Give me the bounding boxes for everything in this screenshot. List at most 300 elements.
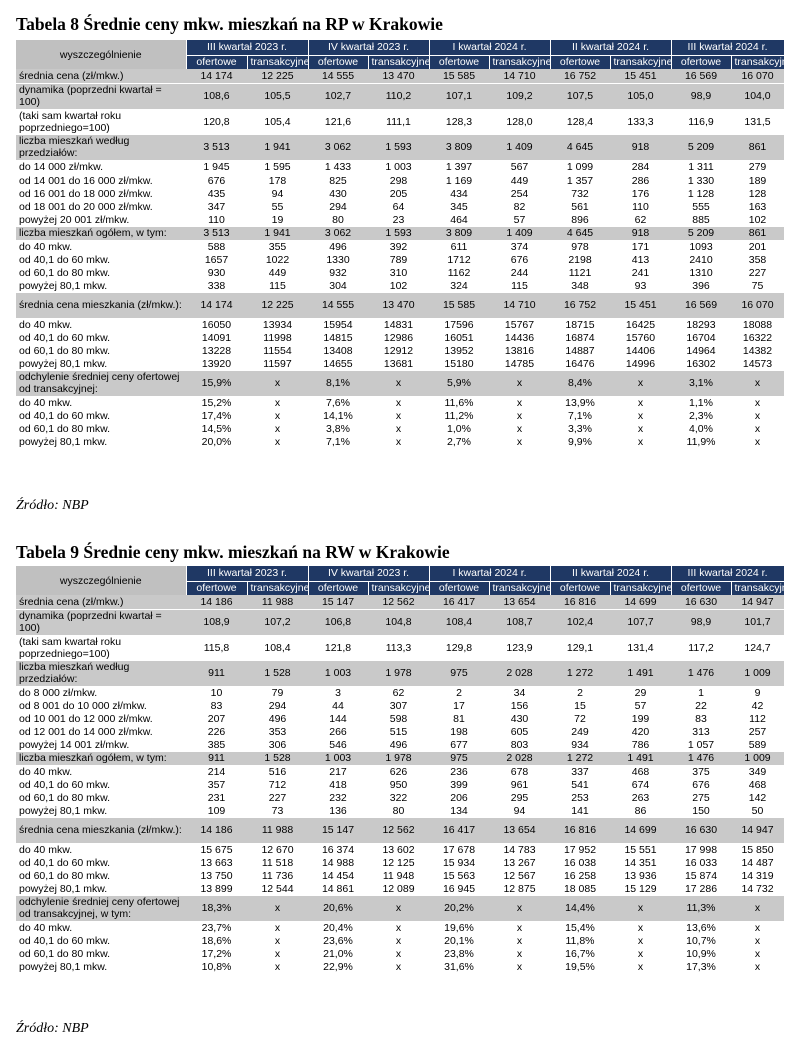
table9-cell: 1 009	[731, 660, 784, 686]
table8-cell: 11,2%	[429, 409, 489, 422]
table8-cell: 732	[550, 187, 610, 200]
table8-cell: 13681	[368, 357, 429, 370]
table8-cell: 12986	[368, 331, 429, 344]
table8-cell: 1 397	[429, 160, 489, 174]
table8-cell: 62	[610, 213, 671, 226]
table9-cell: 961	[489, 778, 550, 791]
table9-row-label: powyżej 80,1 mkw.	[16, 960, 186, 973]
table8-cell: 1093	[671, 240, 731, 253]
table8-corner-header: wyszczególnienie	[16, 40, 186, 69]
table8-quarter-header: III kwartał 2023 r.	[186, 40, 308, 55]
table8-cell: 16 070	[731, 69, 784, 83]
table9-cell: 357	[186, 778, 247, 791]
table9-cell: 17	[429, 699, 489, 712]
table9-subheader-ofertowe: ofertowe	[429, 581, 489, 595]
table9-cell: 134	[429, 804, 489, 817]
table9-cell: 934	[550, 738, 610, 751]
table8-cell: 1657	[186, 253, 247, 266]
table9-cell: 468	[731, 778, 784, 791]
table9-cell: 950	[368, 778, 429, 791]
table9-cell: x	[731, 895, 784, 921]
table8-cell: 13 470	[368, 69, 429, 83]
table8-cell: x	[247, 409, 308, 422]
table8-cell: 14887	[550, 344, 610, 357]
table8-cell: 14815	[308, 331, 368, 344]
table8-cell: 4,0%	[671, 422, 731, 435]
table9-cell: 678	[489, 765, 550, 778]
table9-cell: 249	[550, 725, 610, 738]
table9-cell: 207	[186, 712, 247, 725]
table8-cell: 611	[429, 240, 489, 253]
table9-cell: x	[610, 934, 671, 947]
table8-cell: 254	[489, 187, 550, 200]
table8-row	[16, 200, 784, 213]
table9-cell: 156	[489, 699, 550, 712]
table8-cell: 15954	[308, 318, 368, 331]
table8-cell: 17596	[429, 318, 489, 331]
table8-cell: 15180	[429, 357, 489, 370]
table9-cell: 20,2%	[429, 895, 489, 921]
table8-cell: 16050	[186, 318, 247, 331]
table9-cell: 1 528	[247, 751, 308, 765]
table8-cell: 15,2%	[186, 396, 247, 409]
table9-row	[16, 609, 784, 635]
table8-cell: 115	[247, 279, 308, 292]
table8-cell: 128	[731, 187, 784, 200]
table8-cell: x	[368, 396, 429, 409]
table8-cell: 1162	[429, 266, 489, 279]
table9-cell: 266	[308, 725, 368, 738]
table9-cell: 16 417	[429, 817, 489, 843]
table8-cell: 3 809	[429, 134, 489, 160]
table9-subheader-ofertowe: ofertowe	[308, 581, 368, 595]
table9-cell: 16 630	[671, 817, 731, 843]
table8-cell: 178	[247, 174, 308, 187]
table9-cell: 17 286	[671, 882, 731, 895]
table9-quarter-header: III kwartał 2023 r.	[186, 566, 308, 581]
table9-cell: 11 736	[247, 869, 308, 882]
table9-cell: 306	[247, 738, 308, 751]
table9-cell: x	[731, 934, 784, 947]
table9-row-label: od 40,1 do 60 mkw.	[16, 778, 186, 791]
table8-cell: 1 941	[247, 134, 308, 160]
table8-cell: 82	[489, 200, 550, 213]
table9-cell: 44	[308, 699, 368, 712]
table9-cell: 515	[368, 725, 429, 738]
table9-row-label: od 10 001 do 12 000 zł/mkw.	[16, 712, 186, 725]
table9-cell: x	[610, 895, 671, 921]
table8-cell: 128,0	[489, 109, 550, 134]
table9-cell: 121,8	[308, 635, 368, 660]
table9-cell: 17 998	[671, 843, 731, 856]
table9	[16, 566, 794, 974]
table8-cell: 18088	[731, 318, 784, 331]
table8-cell: 110	[610, 200, 671, 213]
table9-cell: 10	[186, 686, 247, 699]
table9-cell: 16 816	[550, 817, 610, 843]
table9-cell: 975	[429, 751, 489, 765]
table8-cell: 5 209	[671, 134, 731, 160]
table8-cell: 1 945	[186, 160, 247, 174]
table8-row	[16, 422, 784, 435]
table8-cell: 1 003	[368, 160, 429, 174]
table8-cell: 201	[731, 240, 784, 253]
table8-cell: x	[368, 370, 429, 396]
table8-cell: 23	[368, 213, 429, 226]
table8-cell: x	[368, 422, 429, 435]
table8-row	[16, 69, 784, 83]
table9-subheader-transakcyjne: transakcyjne	[368, 581, 429, 595]
table8-cell: 392	[368, 240, 429, 253]
table9-cell: 22	[671, 699, 731, 712]
table9-cell: 14 699	[610, 817, 671, 843]
table8-row-label: od 14 001 do 16 000 zł/mkw.	[16, 174, 186, 187]
table9-cell: 430	[489, 712, 550, 725]
table9-row	[16, 712, 784, 725]
table8-cell: x	[731, 422, 784, 435]
table8-cell: 1 357	[550, 174, 610, 187]
table8-cell: 434	[429, 187, 489, 200]
table8-cell: 16 569	[671, 292, 731, 318]
table8-cell: 111,1	[368, 109, 429, 134]
table8-cell: 16476	[550, 357, 610, 370]
table9-cell: 13 750	[186, 869, 247, 882]
table9-row-label: od 40,1 do 60 mkw.	[16, 856, 186, 869]
table8-row	[16, 83, 784, 109]
table9-row-label: od 60,1 do 80 mkw.	[16, 791, 186, 804]
table8-cell: 241	[610, 266, 671, 279]
table9-cell: 16 038	[550, 856, 610, 869]
table9-cell: 217	[308, 765, 368, 778]
table8-cell: 861	[731, 226, 784, 240]
table8-row-label: do 40 mkw.	[16, 318, 186, 331]
table8-cell: 1 593	[368, 134, 429, 160]
table8-row-label: powyżej 80,1 mkw.	[16, 279, 186, 292]
table9-subheader-ofertowe: ofertowe	[671, 581, 731, 595]
table9-row	[16, 699, 784, 712]
table9-cell: 349	[731, 765, 784, 778]
table8-cell: 3,3%	[550, 422, 610, 435]
table8-cell: 918	[610, 226, 671, 240]
table9-cell: 226	[186, 725, 247, 738]
table9-row-label: do 40 mkw.	[16, 921, 186, 934]
table9-cell: 13 899	[186, 882, 247, 895]
table8-cell: 1310	[671, 266, 731, 279]
table8-cell: 588	[186, 240, 247, 253]
table9-row	[16, 947, 784, 960]
table9-cell: x	[247, 921, 308, 934]
table9-cell: 2 028	[489, 751, 550, 765]
table9-row	[16, 804, 784, 817]
table9-cell: 14 186	[186, 817, 247, 843]
table9-cell: 72	[550, 712, 610, 725]
table9-cell: 83	[186, 699, 247, 712]
table9-cell: 14 699	[610, 595, 671, 609]
table8-cell: 304	[308, 279, 368, 292]
table9-cell: 1 476	[671, 751, 731, 765]
table8-row-label: odchylenie średniej ceny ofertowej od transakcyjnej:	[16, 370, 186, 396]
table8-cell: 11,6%	[429, 396, 489, 409]
table9-cell: 15 675	[186, 843, 247, 856]
table8-cell: 3 513	[186, 134, 247, 160]
table8-cell: 107,5	[550, 83, 610, 109]
table9-cell: 16 374	[308, 843, 368, 856]
table9-cell: 677	[429, 738, 489, 751]
table8-row	[16, 253, 784, 266]
table8-cell: 12 225	[247, 69, 308, 83]
table8-quarter-header: IV kwartał 2023 r.	[308, 40, 429, 55]
table8-cell: 64	[368, 200, 429, 213]
table8-cell: 1 593	[368, 226, 429, 240]
table8-cell: 102,7	[308, 83, 368, 109]
table9-cell: 117,2	[671, 635, 731, 660]
table8-cell: 464	[429, 213, 489, 226]
table9-cell: 12 875	[489, 882, 550, 895]
table8-cell: 1 311	[671, 160, 731, 174]
table8-subheader-ofertowe: ofertowe	[550, 55, 610, 69]
table9-cell: 23,6%	[308, 934, 368, 947]
table9-cell: 385	[186, 738, 247, 751]
table9-cell: 13 654	[489, 595, 550, 609]
table8-quarter-header: II kwartał 2024 r.	[550, 40, 671, 55]
table8-row	[16, 174, 784, 187]
table9-cell: x	[368, 934, 429, 947]
table8-cell: x	[610, 422, 671, 435]
table8-row-label: od 60,1 do 80 mkw.	[16, 266, 186, 279]
table8-cell: 1,0%	[429, 422, 489, 435]
table8-cell: 561	[550, 200, 610, 213]
table9-cell: 15 551	[610, 843, 671, 856]
table9-row-label: dynamika (poprzedni kwartał = 100)	[16, 609, 186, 635]
table8-quarter-header: I kwartał 2024 r.	[429, 40, 550, 55]
table9-subheader-transakcyjne: transakcyjne	[610, 581, 671, 595]
table9-cell: 18 085	[550, 882, 610, 895]
table9-cell: 911	[186, 751, 247, 765]
table9-cell: 129,1	[550, 635, 610, 660]
table8-cell: 348	[550, 279, 610, 292]
table8-cell: 3,8%	[308, 422, 368, 435]
table9-cell: 12 670	[247, 843, 308, 856]
table9-cell: 131,4	[610, 635, 671, 660]
table9-cell: 16 630	[671, 595, 731, 609]
table8-cell: 109,2	[489, 83, 550, 109]
table9-cell: 9	[731, 686, 784, 699]
table8-cell: x	[610, 396, 671, 409]
table8-cell: 298	[368, 174, 429, 187]
table8-cell: 13228	[186, 344, 247, 357]
table9-cell: 57	[610, 699, 671, 712]
table9-cell: 911	[186, 660, 247, 686]
table9-row	[16, 778, 784, 791]
table9-cell: 2	[550, 686, 610, 699]
table9-quarter-header: IV kwartał 2023 r.	[308, 566, 429, 581]
table9-cell: 15 147	[308, 595, 368, 609]
table8-cell: 205	[368, 187, 429, 200]
table8-cell: 1022	[247, 253, 308, 266]
table8-cell: 13952	[429, 344, 489, 357]
table9-cell: 16 258	[550, 869, 610, 882]
table8-row-label: od 60,1 do 80 mkw.	[16, 422, 186, 435]
table9-cell: 353	[247, 725, 308, 738]
table8-subheader-transakcyjne: transakcyjne	[610, 55, 671, 69]
table8-cell: 14655	[308, 357, 368, 370]
table9-cell: 14 454	[308, 869, 368, 882]
table8-row-label: do 40 mkw.	[16, 396, 186, 409]
table9-cell: 108,4	[429, 609, 489, 635]
table9-row	[16, 921, 784, 934]
table9-cell: x	[731, 947, 784, 960]
table8-cell: 13408	[308, 344, 368, 357]
table8-cell: 14831	[368, 318, 429, 331]
table8-cell: x	[247, 422, 308, 435]
table8-cell: x	[247, 396, 308, 409]
table9-cell: 294	[247, 699, 308, 712]
table9-row	[16, 895, 784, 921]
table8-cell: 496	[308, 240, 368, 253]
table8-cell: 885	[671, 213, 731, 226]
table9-cell: 263	[610, 791, 671, 804]
table8-subheader-ofertowe: ofertowe	[671, 55, 731, 69]
table8-cell: x	[731, 370, 784, 396]
table8-cell: 116,9	[671, 109, 731, 134]
table9-row-label: od 60,1 do 80 mkw.	[16, 869, 186, 882]
table9-cell: 1 272	[550, 660, 610, 686]
table9-cell: 975	[429, 660, 489, 686]
table9-cell: x	[610, 960, 671, 973]
table9-row-label: liczba mieszkań według przedziałów:	[16, 660, 186, 686]
table8-row	[16, 370, 784, 396]
table9-cell: 14 186	[186, 595, 247, 609]
table8-row	[16, 396, 784, 409]
table8-cell: 1 409	[489, 134, 550, 160]
table9-cell: 1 272	[550, 751, 610, 765]
table8-cell: 14382	[731, 344, 784, 357]
table8-title: Tabela 8 Średnie ceny mkw. mieszkań na RP w Krakowie	[16, 14, 443, 34]
table8-row-label: powyżej 80,1 mkw.	[16, 357, 186, 370]
table9-cell: 18,3%	[186, 895, 247, 921]
table8-cell: 244	[489, 266, 550, 279]
table8-cell: 358	[731, 253, 784, 266]
table9-subheader-transakcyjne: transakcyjne	[247, 581, 308, 595]
table9-cell: 106,8	[308, 609, 368, 635]
table9-row	[16, 725, 784, 738]
table9-cell: 15 147	[308, 817, 368, 843]
table9-cell: 50	[731, 804, 784, 817]
table8-cell: 449	[489, 174, 550, 187]
table9-cell: 1 528	[247, 660, 308, 686]
table9-cell: x	[489, 960, 550, 973]
table9-cell: 80	[368, 804, 429, 817]
table9-cell: 10,9%	[671, 947, 731, 960]
table9-cell: 1 978	[368, 751, 429, 765]
table8-row-label: od 60,1 do 80 mkw.	[16, 344, 186, 357]
table8-cell: 16425	[610, 318, 671, 331]
table9-cell: 22,9%	[308, 960, 368, 973]
table9-cell: 16 945	[429, 882, 489, 895]
table9-cell: 2	[429, 686, 489, 699]
table9-cell: 1 491	[610, 660, 671, 686]
table8-row-label: do 14 000 zł/mkw.	[16, 160, 186, 174]
table8-cell: 102	[731, 213, 784, 226]
table8-cell: 286	[610, 174, 671, 187]
table8-cell: 294	[308, 200, 368, 213]
table9-cell: 12 125	[368, 856, 429, 869]
table9-cell: 1 491	[610, 751, 671, 765]
table8-cell: 567	[489, 160, 550, 174]
table8-row	[16, 266, 784, 279]
table8-cell: 105,0	[610, 83, 671, 109]
table8-cell: 8,1%	[308, 370, 368, 396]
table8-row-label: od 18 001 do 20 000 zł/mkw.	[16, 200, 186, 213]
table8-cell: x	[731, 435, 784, 448]
table8-cell: 55	[247, 200, 308, 213]
table9-cell: 13,6%	[671, 921, 731, 934]
table8-cell: 861	[731, 134, 784, 160]
table8-row-label: (taki sam kwartał roku poprzedniego=100)	[16, 109, 186, 134]
table8-cell: 15 585	[429, 69, 489, 83]
table8-cell: 18715	[550, 318, 610, 331]
table8-cell: 1330	[308, 253, 368, 266]
table8-cell: 120,8	[186, 109, 247, 134]
table8-cell: 347	[186, 200, 247, 213]
table8-cell: 7,6%	[308, 396, 368, 409]
table9-cell: 516	[247, 765, 308, 778]
table8-cell: 11998	[247, 331, 308, 344]
table9-cell: 231	[186, 791, 247, 804]
table8-cell: x	[489, 435, 550, 448]
table8-cell: x	[368, 435, 429, 448]
table9-cell: 62	[368, 686, 429, 699]
table9-row	[16, 843, 784, 856]
table9-cell: 108,7	[489, 609, 550, 635]
table9-row-label: (taki sam kwartał roku poprzedniego=100)	[16, 635, 186, 660]
table8-row	[16, 357, 784, 370]
table9-cell: 29	[610, 686, 671, 699]
table9-cell: 12 544	[247, 882, 308, 895]
table9-cell: 11 518	[247, 856, 308, 869]
table9-cell: 15 850	[731, 843, 784, 856]
table9-cell: 337	[550, 765, 610, 778]
table9-cell: 107,7	[610, 609, 671, 635]
table9-cell: 420	[610, 725, 671, 738]
table8-cell: 5 209	[671, 226, 731, 240]
table9-cell: 112	[731, 712, 784, 725]
table9-cell: 13 267	[489, 856, 550, 869]
table9-cell: 12 567	[489, 869, 550, 882]
table8-row	[16, 226, 784, 240]
table9-cell: 129,8	[429, 635, 489, 660]
table9-cell: 546	[308, 738, 368, 751]
table9-cell: 214	[186, 765, 247, 778]
table8-cell: 825	[308, 174, 368, 187]
table9-cell: 14 947	[731, 817, 784, 843]
table8-cell: 2410	[671, 253, 731, 266]
table9-row-label: liczba mieszkań ogółem, w tym:	[16, 751, 186, 765]
table9-cell: 1 003	[308, 660, 368, 686]
table9-cell: x	[368, 960, 429, 973]
table9-cell: 79	[247, 686, 308, 699]
table8-cell: 789	[368, 253, 429, 266]
table8-cell: 3 809	[429, 226, 489, 240]
table9-row-label: odchylenie średniej ceny ofertowej od transakcyjnej, w tym:	[16, 895, 186, 921]
table8-cell: x	[489, 396, 550, 409]
table8-subheader-ofertowe: ofertowe	[186, 55, 247, 69]
table9-cell: 541	[550, 778, 610, 791]
table9-cell: x	[247, 960, 308, 973]
table8-subheader-transakcyjne: transakcyjne	[368, 55, 429, 69]
table8-cell: 16874	[550, 331, 610, 344]
table9-cell: 1 978	[368, 660, 429, 686]
